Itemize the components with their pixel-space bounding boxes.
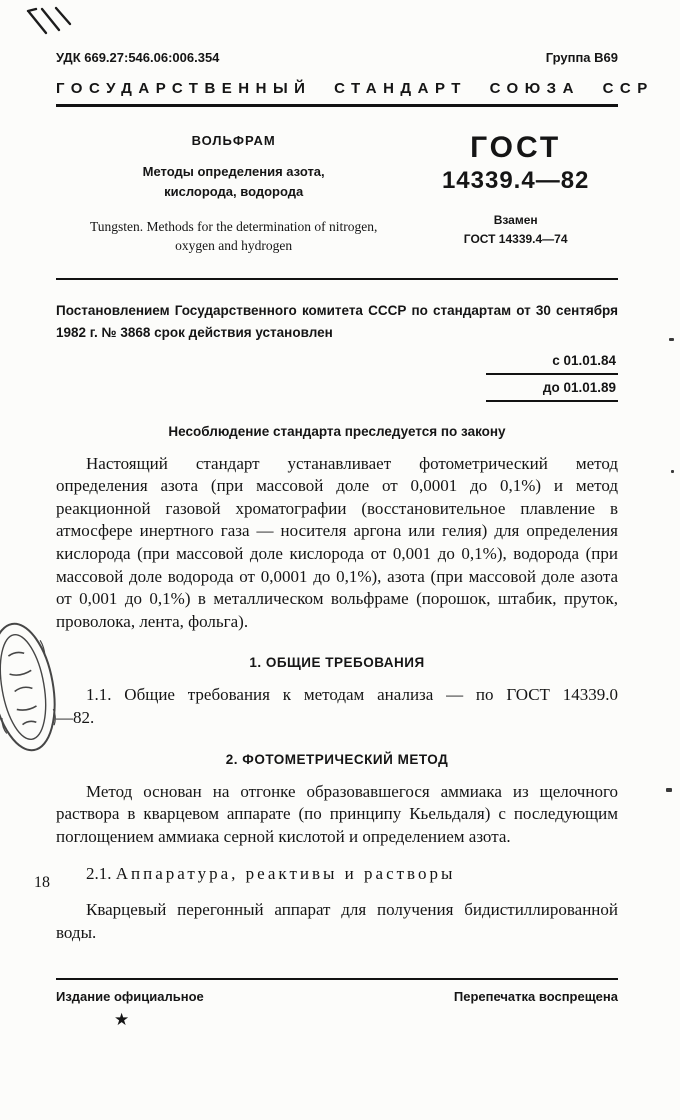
- replaces-label: Взамен: [493, 213, 538, 227]
- section-2-apparatus-line: [56, 863, 618, 886]
- standard-title: ГОСУДАРСТВЕННЫЙ СТАНДАРТ СОЮЗА ССР: [56, 80, 654, 97]
- group-code: Группа В69: [545, 50, 618, 65]
- section-2-paragraph-1: Метод основан на отгонке образовавшегося аммиака из щелочного раствора в кварцевом аппарате (по принципу Кьельдаля) с последующим поглощением аммиака серной кислотой и определением азота.: [56, 781, 618, 846]
- title-left-column: [68, 133, 399, 256]
- subject-title: ВОЛЬФРАМ: [191, 133, 276, 148]
- english-title: [68, 218, 399, 256]
- footer: [56, 989, 618, 1004]
- udk-code: УДК 669.27:546.06:006.354: [56, 50, 220, 65]
- gost-number: 14339.4—82: [441, 167, 590, 194]
- apparatus-title: Аппаратура, реактивы и растворы: [115, 863, 456, 883]
- intro-paragraph: Настоящий стандарт устанавливает фотометрический метод определения азота (при массовой доле от 0,0001 до 0,1%) и метод реакционной газовой хроматографии (восстановительное плавление в атмосфере инертного газа — носителя аргона или гелия) для определения кислорода (при массовой доле кислорода от 0,001 до 0,1%), водорода (при массовой доле водорода от 0,0001 до 0,1%), азота (при массовой доле азота от 0,001 до 0,1%) в металлическом вольфраме (порошок, штабик, пруток, проволока, лента, фольга).: [56, 453, 618, 631]
- edition-note: Издание официальное: [56, 989, 204, 1005]
- pen-mark: [26, 6, 86, 40]
- scan-artifact: [669, 338, 674, 341]
- scan-artifact: [666, 788, 672, 792]
- footer-divider: [56, 978, 618, 980]
- methods-title: [68, 162, 399, 202]
- methods-line: Методы определения азота,: [142, 164, 325, 179]
- replaces-number: ГОСТ 14339.4—74: [463, 232, 568, 247]
- replaces-block: [413, 211, 618, 249]
- section-2-heading: 2. ФОТОМЕТРИЧЕСКИЙ МЕТОД: [225, 751, 449, 767]
- validity-dates: [486, 349, 618, 402]
- methods-line: кислорода, водорода: [164, 184, 304, 200]
- date-to: до 01.01.89: [486, 375, 618, 402]
- date-from: с 01.01.84: [486, 349, 618, 375]
- legal-notice: Несоблюдение стандарта преследуется по закону: [168, 423, 506, 439]
- reprint-note: Перепечатка воспрещена: [453, 989, 618, 1005]
- page-number: 18: [34, 874, 50, 891]
- gost-label: ГОСТ: [470, 131, 562, 164]
- decree-paragraph: Постановлением Государственного комитета СССР по стандартам от 30 сентября 1982 г. № 3868 срок действия установлен: [56, 303, 618, 341]
- title-block: [56, 133, 618, 256]
- english-line: Tungsten. Methods for the determination of nitrogen,: [89, 219, 378, 235]
- english-line: oxygen and hydrogen: [175, 238, 293, 254]
- scan-artifact: [671, 470, 674, 473]
- apparatus-prefix: 2.1.: [86, 863, 116, 883]
- star-icon: ★: [114, 1010, 130, 1030]
- section-1-paragraph: 1.1. Общие требования к методам анализа — по ГОСТ 14339.0—82.: [56, 685, 618, 728]
- section-2-paragraph-3: Кварцевый перегонный аппарат для получения бидистиллированной воды.: [56, 900, 618, 942]
- section-1-heading: 1. ОБЩИЕ ТРЕБОВАНИЯ: [249, 655, 425, 671]
- document-header: [56, 50, 618, 65]
- gost-designation-block: [413, 133, 618, 256]
- divider-thin: [56, 278, 618, 280]
- library-stamp: [0, 614, 62, 760]
- divider-thick: [56, 104, 618, 107]
